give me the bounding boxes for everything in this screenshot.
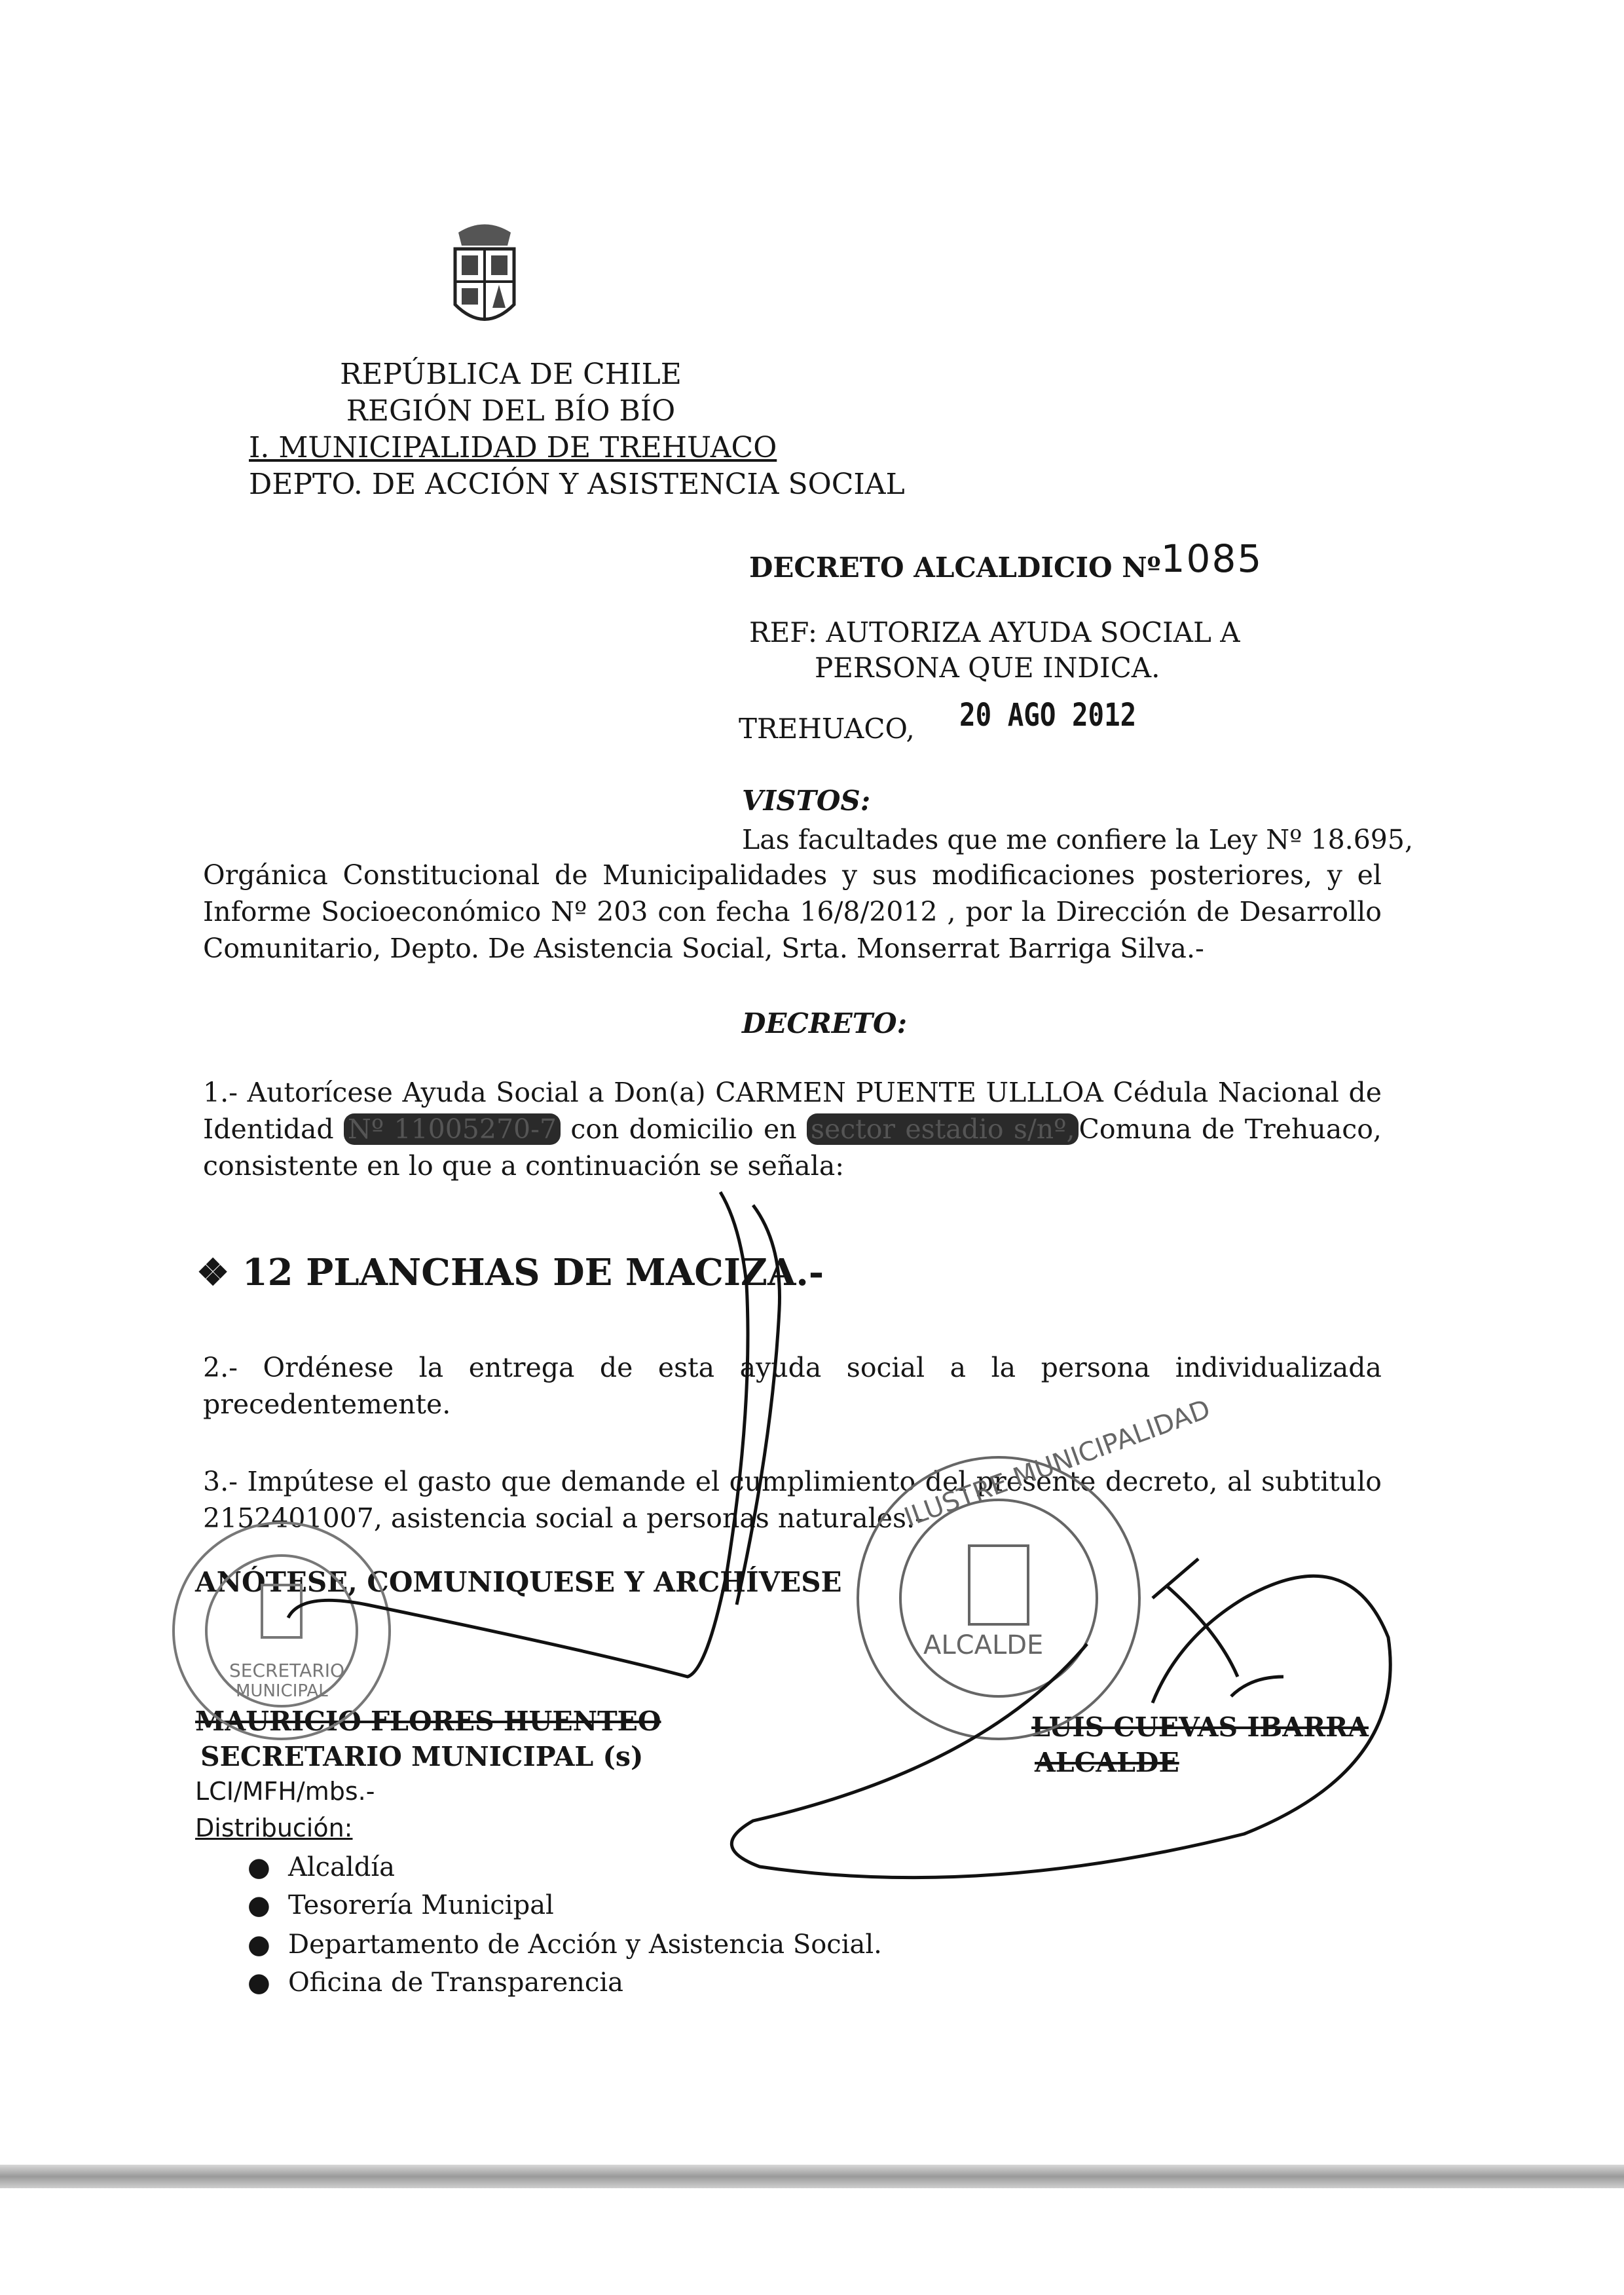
mayor-title: ALCALDE bbox=[1035, 1747, 1179, 1778]
header-country: REPÚBLICA DE CHILE bbox=[340, 358, 682, 391]
date-stamp: 20 AGO 2012 bbox=[959, 697, 1137, 734]
svg-text:ILUSTRE MUNICIPALIDAD: ILUSTRE MUNICIPALIDAD bbox=[900, 1394, 1215, 1533]
mayor-stamp bbox=[858, 1394, 1214, 1739]
header-department: DEPTO. DE ACCIÓN Y ASISTENCIA SOCIAL bbox=[249, 468, 905, 501]
bullet-icon: ● bbox=[248, 1890, 270, 1920]
bullet-icon: ● bbox=[248, 1852, 270, 1882]
decreto-heading: DECRETO: bbox=[742, 1007, 908, 1039]
aid-item: ❖ 12 PLANCHAS DE MACIZA.- bbox=[196, 1251, 824, 1294]
decree-title-label: DECRETO ALCALDICIO Nº bbox=[749, 551, 1161, 584]
header-region: REGIÓN DEL BÍO BÍO bbox=[346, 394, 676, 428]
distribution-item: Oficina de Transparencia bbox=[288, 1968, 623, 1998]
ref-line-2: PERSONA QUE INDICA. bbox=[815, 652, 1160, 684]
item-2: 2.- Ordénese la entrega de esta ayuda social a la persona individualizada precedentemente. bbox=[203, 1352, 1382, 1420]
item-1-text: 1.- Autorícese Ayuda Social a Don(a) CARMEN PUENTE ULLLOA Cédula Nacional de Identidad bbox=[203, 1077, 1382, 1145]
distribution-item: Alcaldía bbox=[288, 1852, 395, 1882]
item-3: 3.- Impútese el gasto que demande el cumplimiento del presente decreto, al subtitulo 2152401007, asistencia social a personas naturales.- bbox=[203, 1466, 1382, 1534]
vistos-line-1: Las facultades que me confiere la Ley Nº 18.695, bbox=[742, 824, 1413, 855]
initials: LCI/MFH/mbs.- bbox=[195, 1777, 375, 1806]
ref-line-1: REF: AUTORIZA AYUDA SOCIAL A bbox=[749, 616, 1240, 648]
vistos-heading: VISTOS: bbox=[742, 785, 871, 817]
decree-number-handwritten: 1085 bbox=[1160, 536, 1263, 581]
svg-text:SECRETARIO: SECRETARIO bbox=[229, 1660, 344, 1681]
svg-text:ALCALDE: ALCALDE bbox=[923, 1630, 1044, 1660]
distribution-item: Tesorería Municipal bbox=[288, 1890, 554, 1920]
distribution-heading: Distribución: bbox=[195, 1814, 353, 1842]
decree-title bbox=[749, 536, 1263, 584]
closing-formula: ANÓTESE, COMUNIQUESE Y ARCHÍVESE bbox=[195, 1566, 842, 1598]
scan-edge bbox=[0, 2165, 1624, 2188]
item-1 bbox=[203, 1074, 1382, 1184]
svg-text:MUNICIPAL: MUNICIPAL bbox=[236, 1681, 328, 1701]
header-municipality: I. MUNICIPALIDAD DE TREHUACO bbox=[249, 431, 777, 464]
secretary-name: MAURICIO FLORES HUENTEO bbox=[195, 1706, 661, 1737]
bullet-icon: ● bbox=[248, 1930, 270, 1960]
distribution-item: Departamento de Acción y Asistencia Social. bbox=[288, 1930, 882, 1960]
coat-of-arms-logo bbox=[445, 219, 524, 337]
place: TREHUACO, bbox=[739, 713, 915, 745]
redacted-address: sector estadio s/nº, bbox=[807, 1113, 1079, 1145]
bullet-icon: ● bbox=[248, 1968, 270, 1998]
item-1-mid: con domicilio en bbox=[570, 1113, 797, 1145]
mayor-name: LUIS CUEVAS IBARRA bbox=[1031, 1711, 1369, 1743]
redacted-id: Nº 11005270-7 bbox=[344, 1113, 561, 1145]
vistos-body: Orgánica Constitucional de Municipalidades y sus modificaciones posteriores, y el Informe Socioeconómico Nº 203 con fecha 16/8/2012 , por la Dirección de Desarrollo Comunitario, Depto. De Asistencia Social, Srta. Monserrat Barriga Silva.- bbox=[203, 859, 1382, 964]
secretary-title: SECRETARIO MUNICIPAL (s) bbox=[200, 1741, 644, 1772]
item-1-end: Comuna de Trehuaco, consistente en lo que a continuación se señala: bbox=[203, 1113, 1382, 1182]
